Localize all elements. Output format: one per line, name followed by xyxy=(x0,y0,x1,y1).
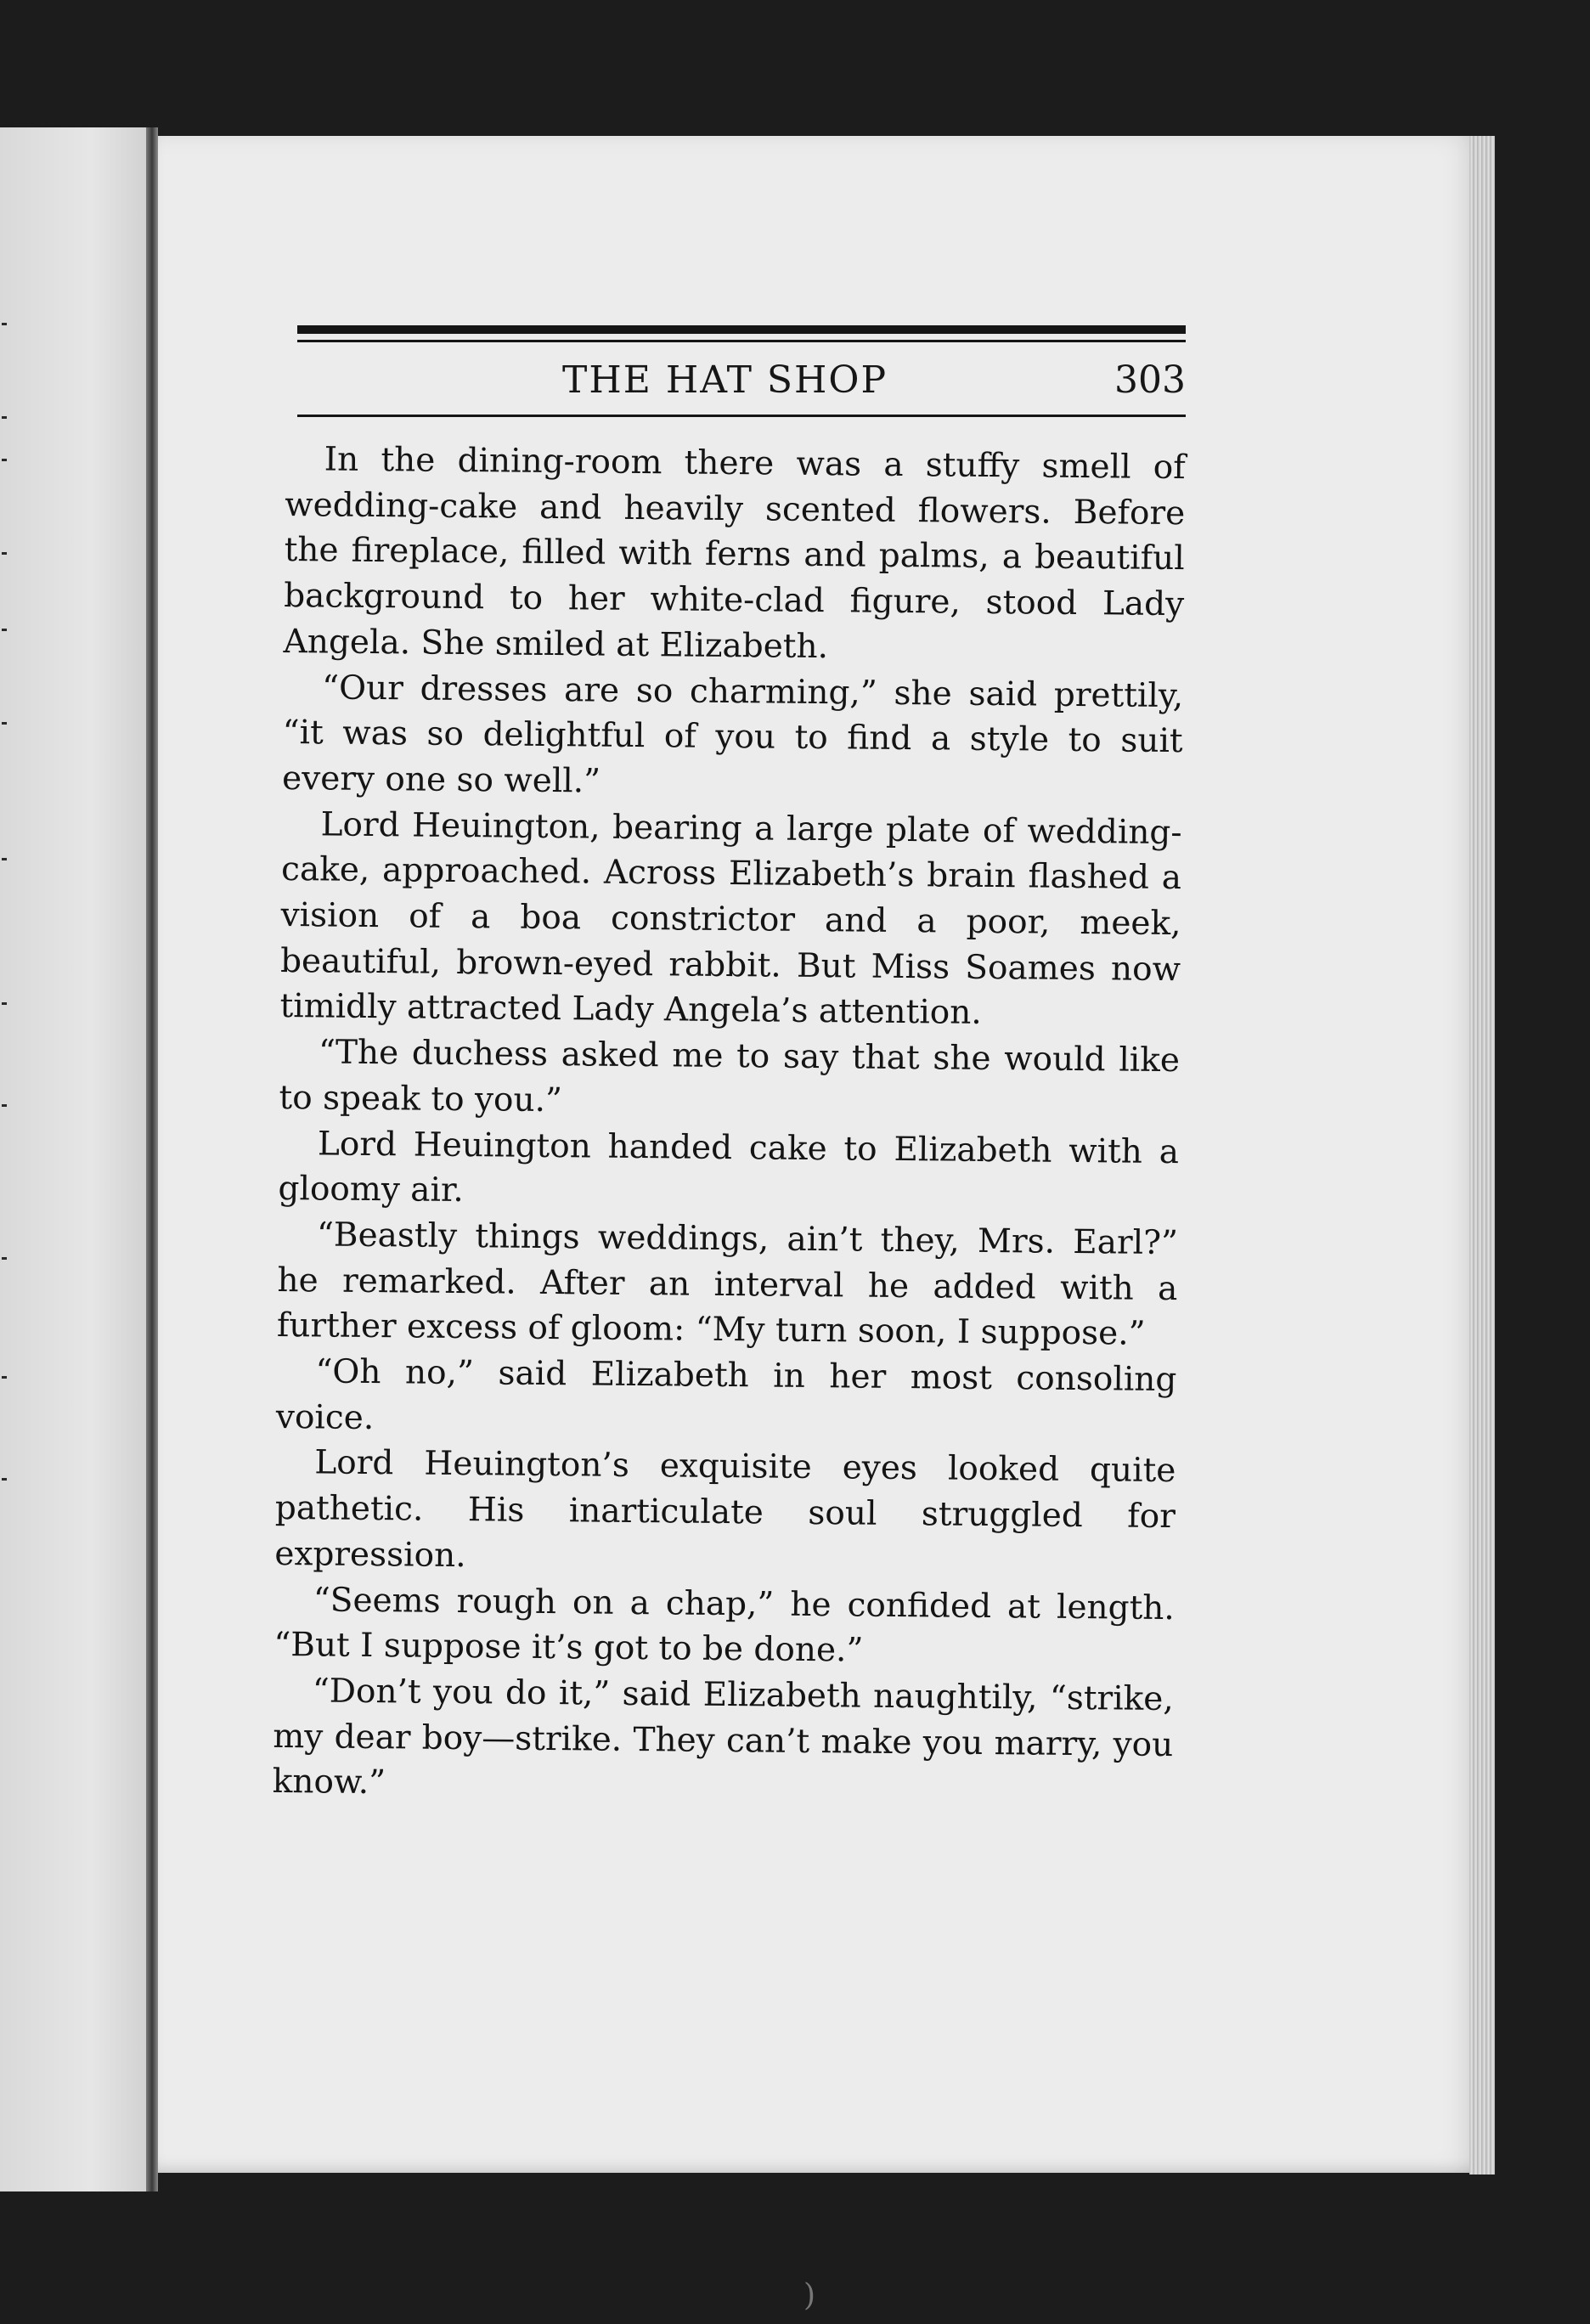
page-number: 303 xyxy=(1114,358,1186,402)
print-mark xyxy=(2,323,7,325)
print-mark xyxy=(2,1002,7,1005)
running-title: THE HAT SHOP xyxy=(562,358,888,402)
print-mark xyxy=(2,722,7,725)
header-rule-thin xyxy=(297,340,1186,342)
paragraph: “The duchess asked me to say that she would like to speak to you.” xyxy=(279,1033,1181,1120)
header-rule-thick xyxy=(297,325,1186,334)
print-mark xyxy=(2,1104,7,1107)
print-mark xyxy=(2,459,7,461)
page-header xyxy=(297,355,1186,406)
paragraph: “Oh no,” said Elizabeth in her most consoling voice. xyxy=(275,1352,1177,1437)
print-mark xyxy=(2,1376,7,1379)
print-mark xyxy=(2,1257,7,1260)
paragraph: “Don’t you do it,” said Elizabeth naughtily, “strike, my dear boy—strike. They can’t make you marry, you know.” xyxy=(272,1672,1174,1802)
paragraph: “Our dresses are so charming,” she said prettily, “it was so delightful of you to find a style to suit every one so well.” xyxy=(281,668,1184,801)
body-text xyxy=(273,437,1186,1814)
paragraph: In the dining-room there was a stuffy smell of wedding-cake and heavily scented flowers. Before the fireplace, filled with ferns and palms, a beautiful background to her white-clad figure, stood Lady Angela. She smiled at Elizabeth. xyxy=(283,440,1186,666)
print-mark xyxy=(2,629,7,631)
print-mark xyxy=(2,1478,7,1481)
print-mark xyxy=(2,416,7,419)
paragraph: Lord Heuington’s exquisite eyes looked quite pathetic. His inarticulate soul struggled for expression. xyxy=(274,1443,1176,1575)
paragraph: “Beastly things weddings, ain’t they, Mrs. Earl?” he remarked. After an interval he added with a further excess of gloom: “My turn soon, I suppose.” xyxy=(276,1216,1179,1354)
print-mark xyxy=(2,552,7,555)
facing-page xyxy=(0,127,153,2191)
book-spine xyxy=(146,127,158,2191)
paragraph: “Seems rough on a chap,” he confided at length. “But I suppose it’s got to be done.” xyxy=(273,1580,1176,1670)
print-mark xyxy=(2,858,7,860)
paragraph: Lord Heuington, bearing a large plate of wedding-cake, approached. Across Elizabeth’s brain flashed a vision of a boa constrictor and a poor, meek, beautiful, brown-eyed rabbit. But Miss Soames now timidly attracted Lady Angela’s attention. xyxy=(279,805,1182,1033)
header-rule-bottom xyxy=(297,415,1186,417)
paragraph: Lord Heuington handed cake to Elizabeth with a gloomy air. xyxy=(278,1124,1180,1210)
page-edges xyxy=(1469,136,1495,2175)
scan-mark: ) xyxy=(803,2278,816,2313)
